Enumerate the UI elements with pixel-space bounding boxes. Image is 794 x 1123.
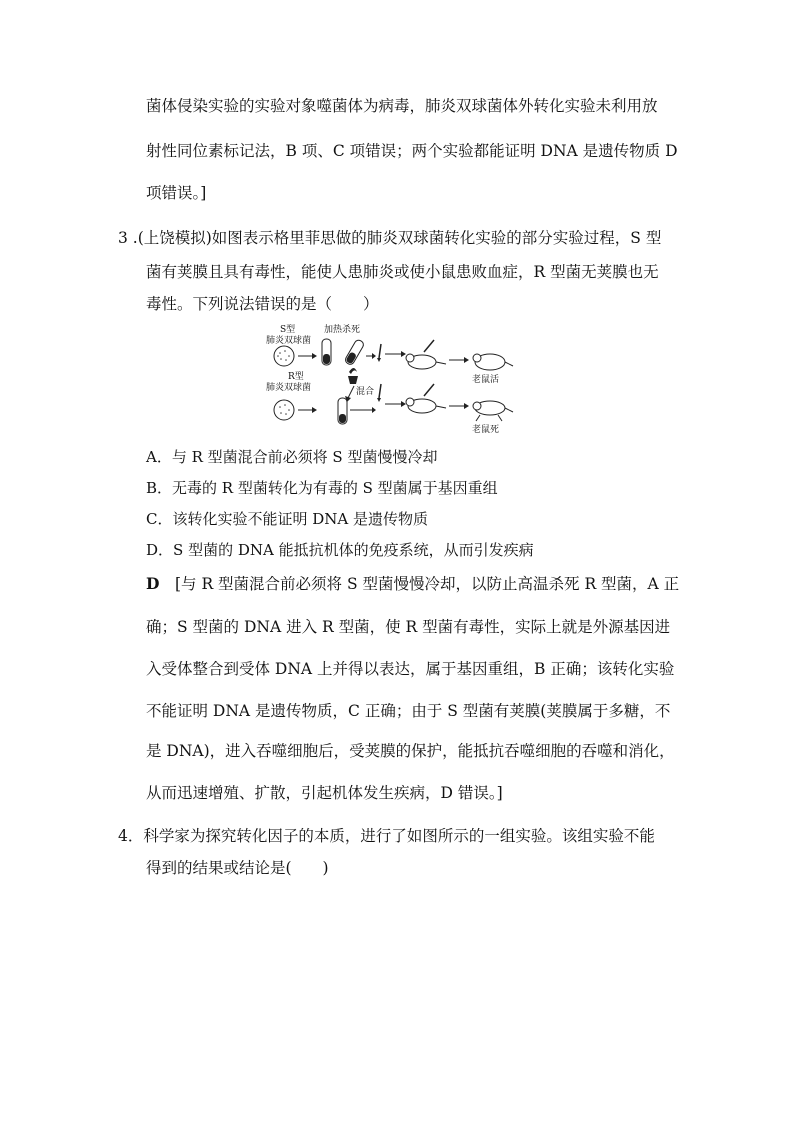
fig-s-label-1: S型	[280, 325, 296, 335]
prev-answer-line-3: 项错误。]	[146, 184, 207, 202]
q3-answer-text-1: [与 R 型菌混合前必须将 S 型菌慢慢冷却，以防止高温杀死 R 型菌，A 正	[174, 575, 680, 593]
fig-s-label-2: 肺炎双球菌	[266, 336, 312, 346]
q3-answer-letter: D	[146, 574, 160, 593]
fig-heat-label: 加热杀死	[324, 325, 361, 335]
q3-option-b: B．无毒的 R 型菌转化为有毒的 S 型菌属于基因重组	[146, 479, 498, 497]
prev-answer-line-2: 射性同位素标记法，B 项、C 项错误；两个实验都能证明 DNA 是遗传物质 D	[146, 142, 678, 160]
q3-option-c: C．该转化实验不能证明 DNA 是遗传物质	[146, 510, 428, 528]
fig-r-label-1: R型	[288, 372, 304, 382]
q3-answer-line-3: 入受体整合到受体 DNA 上并得以表达，属于基因重组，B 正确；该转化实验	[146, 660, 675, 678]
petri-dish-s-icon	[274, 346, 294, 366]
q3-stem-line-3: 毒性。下列说法错误的是（ ）	[146, 295, 379, 313]
burner-icon	[348, 368, 358, 384]
q3-answer-line-1	[146, 574, 679, 594]
prev-answer-line-1: 菌体侵染实验的实验对象噬菌体为病毒，肺炎双球菌体外转化实验未利用放	[146, 97, 658, 115]
syringe-s-icon	[377, 344, 381, 362]
syringe-r-icon	[377, 384, 381, 402]
q4-stem-line-1: 4．科学家为探究转化因子的本质，进行了如图所示的一组实验。该组实验不能	[118, 827, 655, 845]
petri-dish-r-icon	[274, 400, 294, 420]
q3-option-d: D．S 型菌的 DNA 能抵抗机体的免疫系统，从而引发疾病	[146, 541, 534, 559]
q3-option-a: A．与 R 型菌混合前必须将 S 型菌慢慢冷却	[146, 448, 438, 466]
q3-answer-line-4: 不能证明 DNA 是遗传物质，C 正确；由于 S 型菌有荚膜(荚膜属于多糖，不	[146, 702, 671, 720]
fig-alive-label: 老鼠活	[472, 375, 500, 385]
fig-mix-label: 混合	[356, 387, 375, 397]
fig-dead-label: 老鼠死	[472, 425, 500, 435]
q3-answer-line-5: 是 DNA)，进入吞噬细胞后，受荚膜的保护，能抵抗吞噬细胞的吞噬和消化，	[146, 742, 675, 760]
q3-answer-line-6: 从而迅速增殖、扩散，引起机体发生疾病，D 错误。]	[146, 784, 503, 802]
griffith-experiment-figure	[254, 322, 514, 440]
mouse-injected-mix-icon	[406, 384, 446, 413]
mouse-dead-icon	[473, 401, 513, 421]
mouse-injected-s-icon	[406, 340, 446, 369]
q3-stem-line-1: 3 .(上饶模拟)如图表示格里菲思做的肺炎双球菌转化实验的部分实验过程，S 型	[118, 229, 662, 247]
fig-r-label-2: 肺炎双球菌	[266, 383, 312, 393]
q3-answer-line-2: 确；S 型菌的 DNA 进入 R 型菌，使 R 型菌有毒性，实际上就是外源基因进	[146, 618, 671, 636]
heated-tube-icon	[344, 339, 365, 366]
mouse-alive-icon	[473, 354, 513, 370]
q4-stem-line-2: 得到的结果或结论是( )	[146, 859, 329, 877]
q3-stem-line-2: 菌有荚膜且具有毒性，能使人患肺炎或使小鼠患败血症，R 型菌无荚膜也无	[146, 263, 659, 281]
